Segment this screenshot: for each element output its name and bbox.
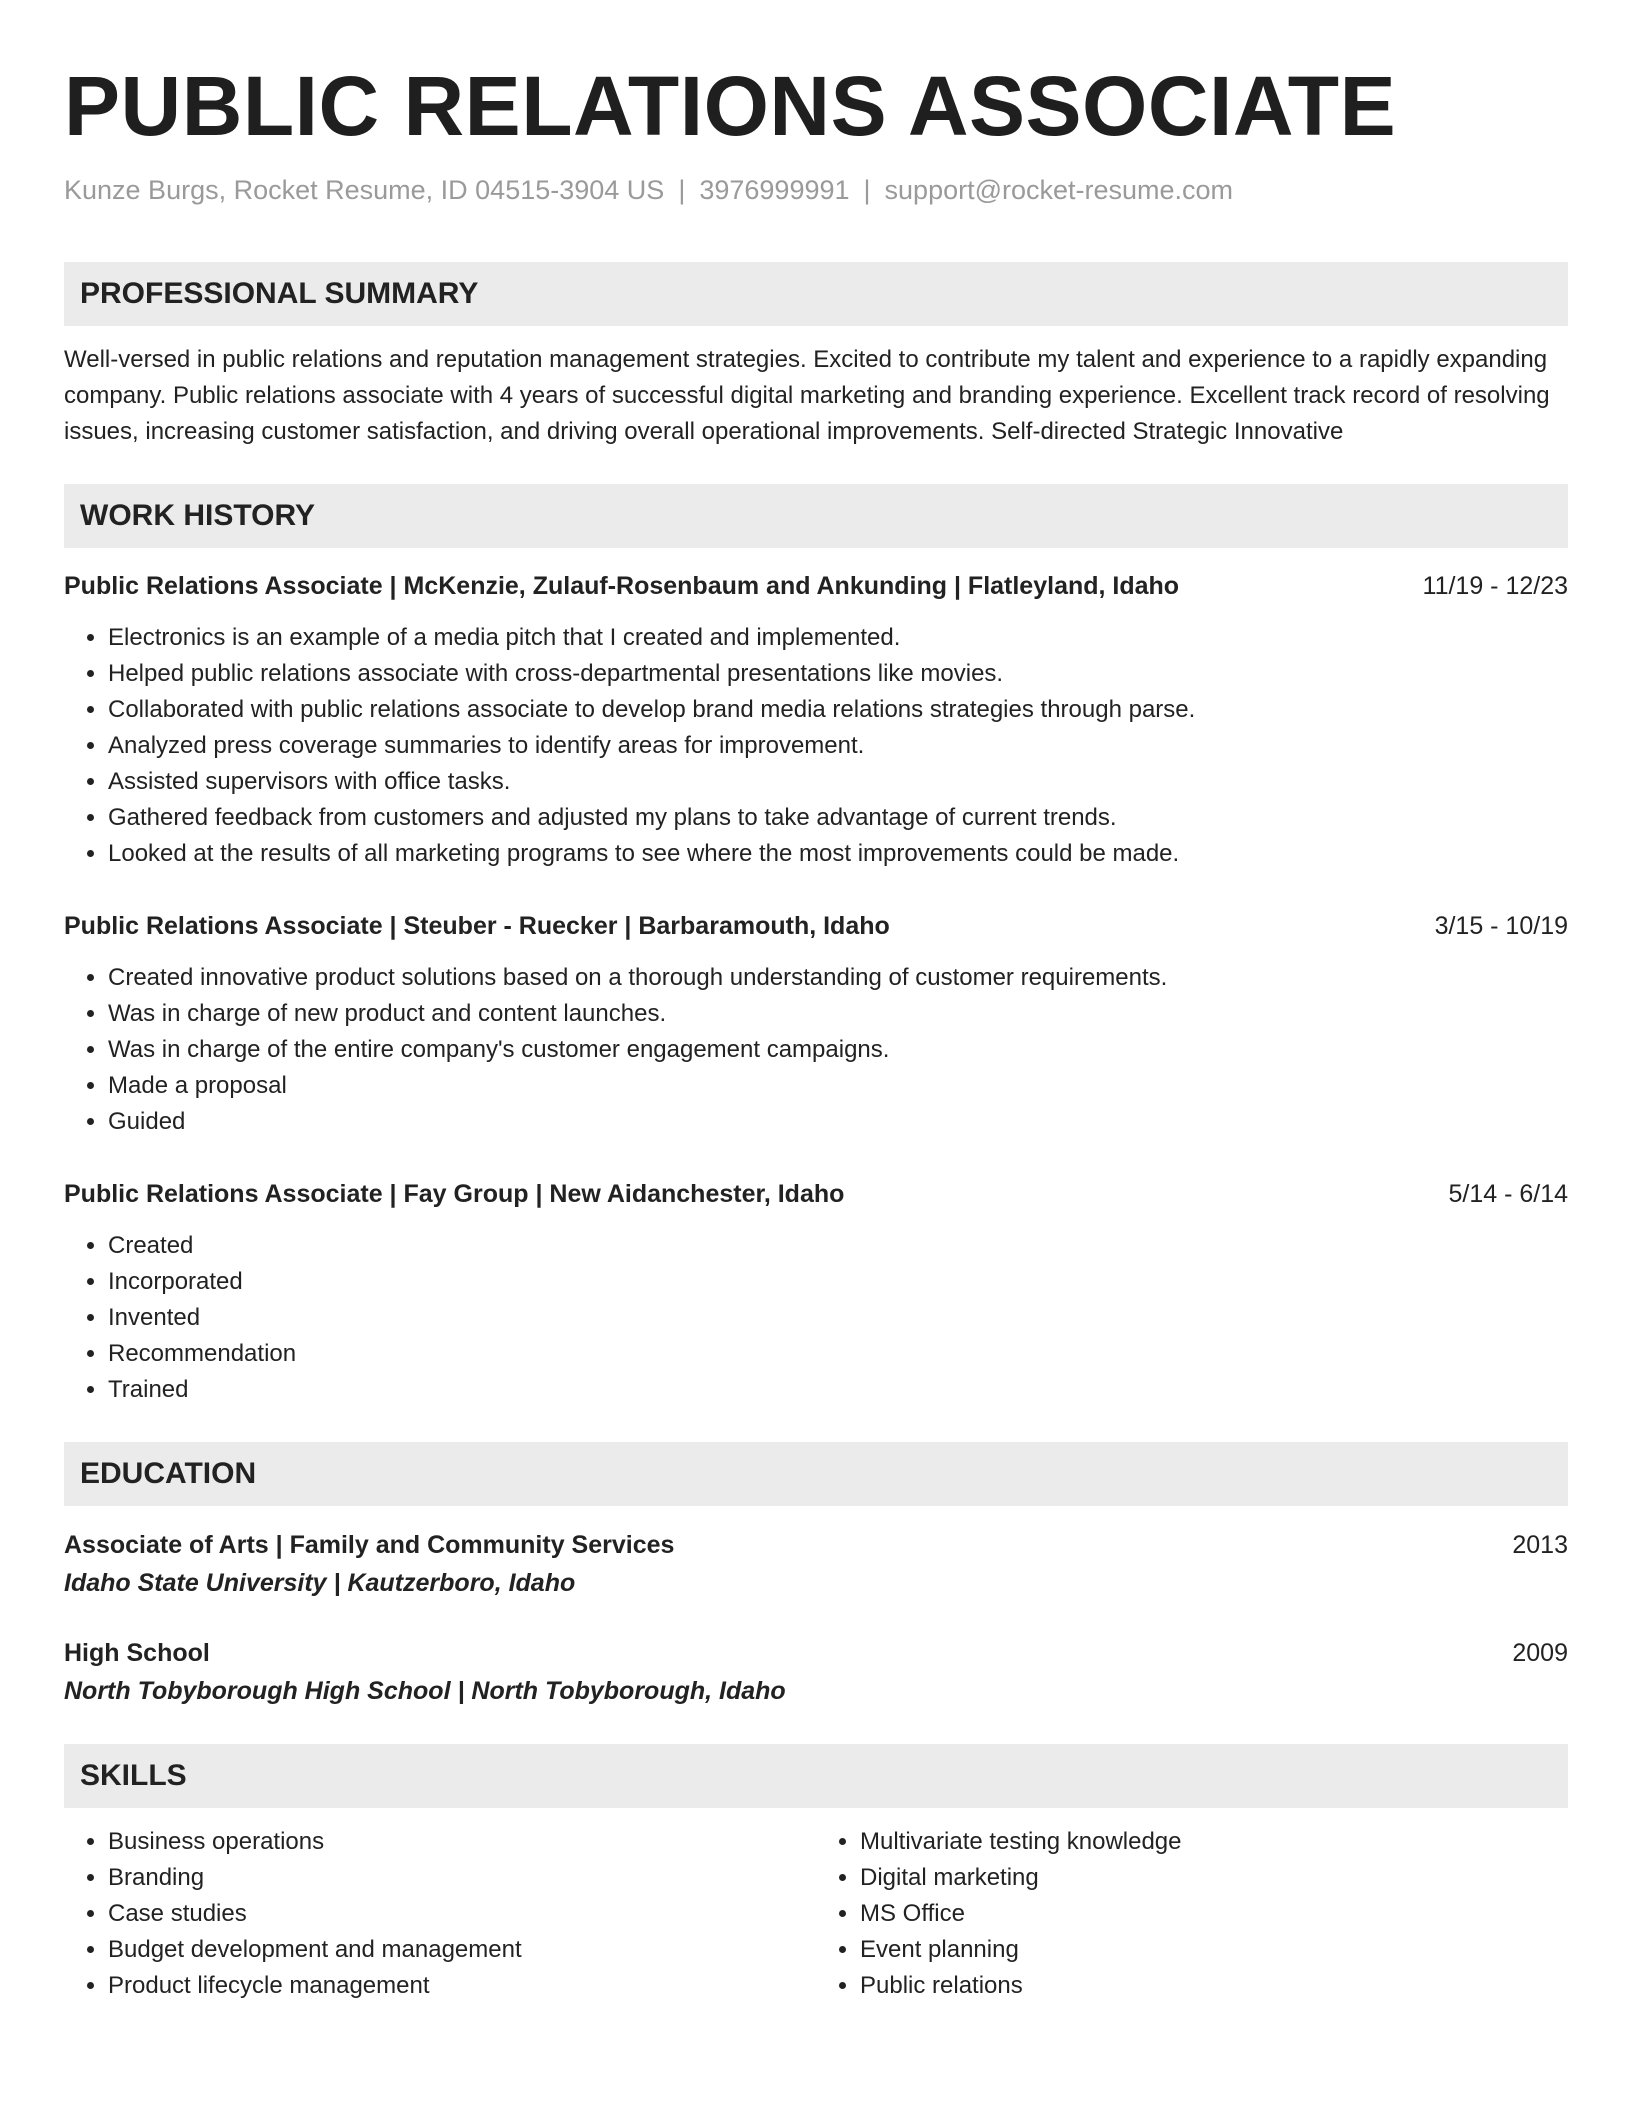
list-item: • Analyzed press coverage summaries to identify areas for improvement. (108, 728, 1568, 764)
skill-item: • MS Office (860, 1896, 1568, 1932)
list-item: • Trained (108, 1372, 1568, 1408)
education-year: 2013 (1512, 1531, 1568, 1559)
education-year: 2009 (1512, 1639, 1568, 1667)
job-title: Public Relations Associate | McKenzie, Zulauf-Rosenbaum and Ankunding | Flatleyland, Idaho (64, 572, 1180, 600)
job-entry (64, 908, 1568, 1140)
list-item: • Looked at the results of all marketing programs to see where the most improvements could be made. (108, 836, 1568, 872)
job-entry (64, 1176, 1568, 1408)
skill-item: • Digital marketing (860, 1860, 1568, 1896)
job-dates: 3/15 - 10/19 (1434, 912, 1568, 940)
skills-list (64, 1824, 1568, 2004)
job-bullets (64, 620, 1568, 872)
job-entry (64, 568, 1568, 872)
skills-column-left (64, 1824, 816, 2004)
education-degree: Associate of Arts | Family and Community Services (64, 1531, 675, 1559)
contact-line (64, 170, 1568, 210)
contact-separator: | (678, 175, 686, 205)
list-item: • Created (108, 1228, 1568, 1264)
education-school: Idaho State University | Kautzerboro, Idaho (64, 1569, 576, 1597)
list-item: • Invented (108, 1300, 1568, 1336)
skill-item: • Budget development and management (108, 1932, 816, 1968)
job-bullets (64, 1228, 1568, 1408)
list-item: • Helped public relations associate with cross-departmental presentations like movies. (108, 656, 1568, 692)
education-entry (64, 1526, 1568, 1602)
job-bullets (64, 960, 1568, 1140)
job-title: Public Relations Associate | Steuber - Ruecker | Barbaramouth, Idaho (64, 912, 890, 940)
list-item: • Recommendation (108, 1336, 1568, 1372)
list-item: • Made a proposal (108, 1068, 1568, 1104)
section-header-summary: PROFESSIONAL SUMMARY (64, 262, 1568, 326)
job-dates: 11/19 - 12/23 (1422, 572, 1568, 600)
section-header-education: EDUCATION (64, 1442, 1568, 1506)
list-item: • Incorporated (108, 1264, 1568, 1300)
contact-phone: 3976999991 (699, 175, 850, 205)
list-item: • Electronics is an example of a media pitch that I created and implemented. (108, 620, 1568, 656)
list-item: • Collaborated with public relations associate to develop brand media relations strategies through parse. (108, 692, 1568, 728)
list-item: • Was in charge of new product and content launches. (108, 996, 1568, 1032)
skill-item: • Multivariate testing knowledge (860, 1824, 1568, 1860)
skill-item: • Product lifecycle management (108, 1968, 816, 2004)
list-item: • Assisted supervisors with office tasks. (108, 764, 1568, 800)
list-item: • Created innovative product solutions based on a thorough understanding of customer requirements. (108, 960, 1568, 996)
skill-item: • Case studies (108, 1896, 816, 1932)
job-title: Public Relations Associate | Fay Group | New Aidanchester, Idaho (64, 1180, 845, 1208)
section-header-work-history: WORK HISTORY (64, 484, 1568, 548)
education-degree: High School (64, 1639, 210, 1667)
education-school: North Tobyborough High School | North Tobyborough, Idaho (64, 1677, 786, 1705)
skill-item: • Business operations (108, 1824, 816, 1860)
skill-item: • Event planning (860, 1932, 1568, 1968)
skill-item: • Branding (108, 1860, 816, 1896)
resume-name: PUBLIC RELATIONS ASSOCIATE (64, 59, 1397, 153)
skills-column-right (816, 1824, 1568, 2004)
job-dates: 5/14 - 6/14 (1448, 1180, 1568, 1208)
list-item: • Guided (108, 1104, 1568, 1140)
contact-separator: | (863, 175, 871, 205)
contact-email: support@rocket-resume.com (884, 175, 1234, 205)
skill-item: • Public relations (860, 1968, 1568, 2004)
list-item: • Was in charge of the entire company's customer engagement campaigns. (108, 1032, 1568, 1068)
section-header-skills: SKILLS (64, 1744, 1568, 1808)
list-item: • Gathered feedback from customers and adjusted my plans to take advantage of current trends. (108, 800, 1568, 836)
education-entry (64, 1634, 1568, 1710)
contact-address: Kunze Burgs, Rocket Resume, ID 04515-3904 US (64, 175, 665, 205)
summary-text: Well-versed in public relations and reputation management strategies. Excited to contribute my talent and experience to a rapidly expanding company. Public relations associate with 4 years of successful digital marketing and branding experience. Excellent track record of resolving issues, increasing customer satisfaction, and driving overall operational improvements. Self-directed Strategic Innovative (64, 346, 1550, 445)
